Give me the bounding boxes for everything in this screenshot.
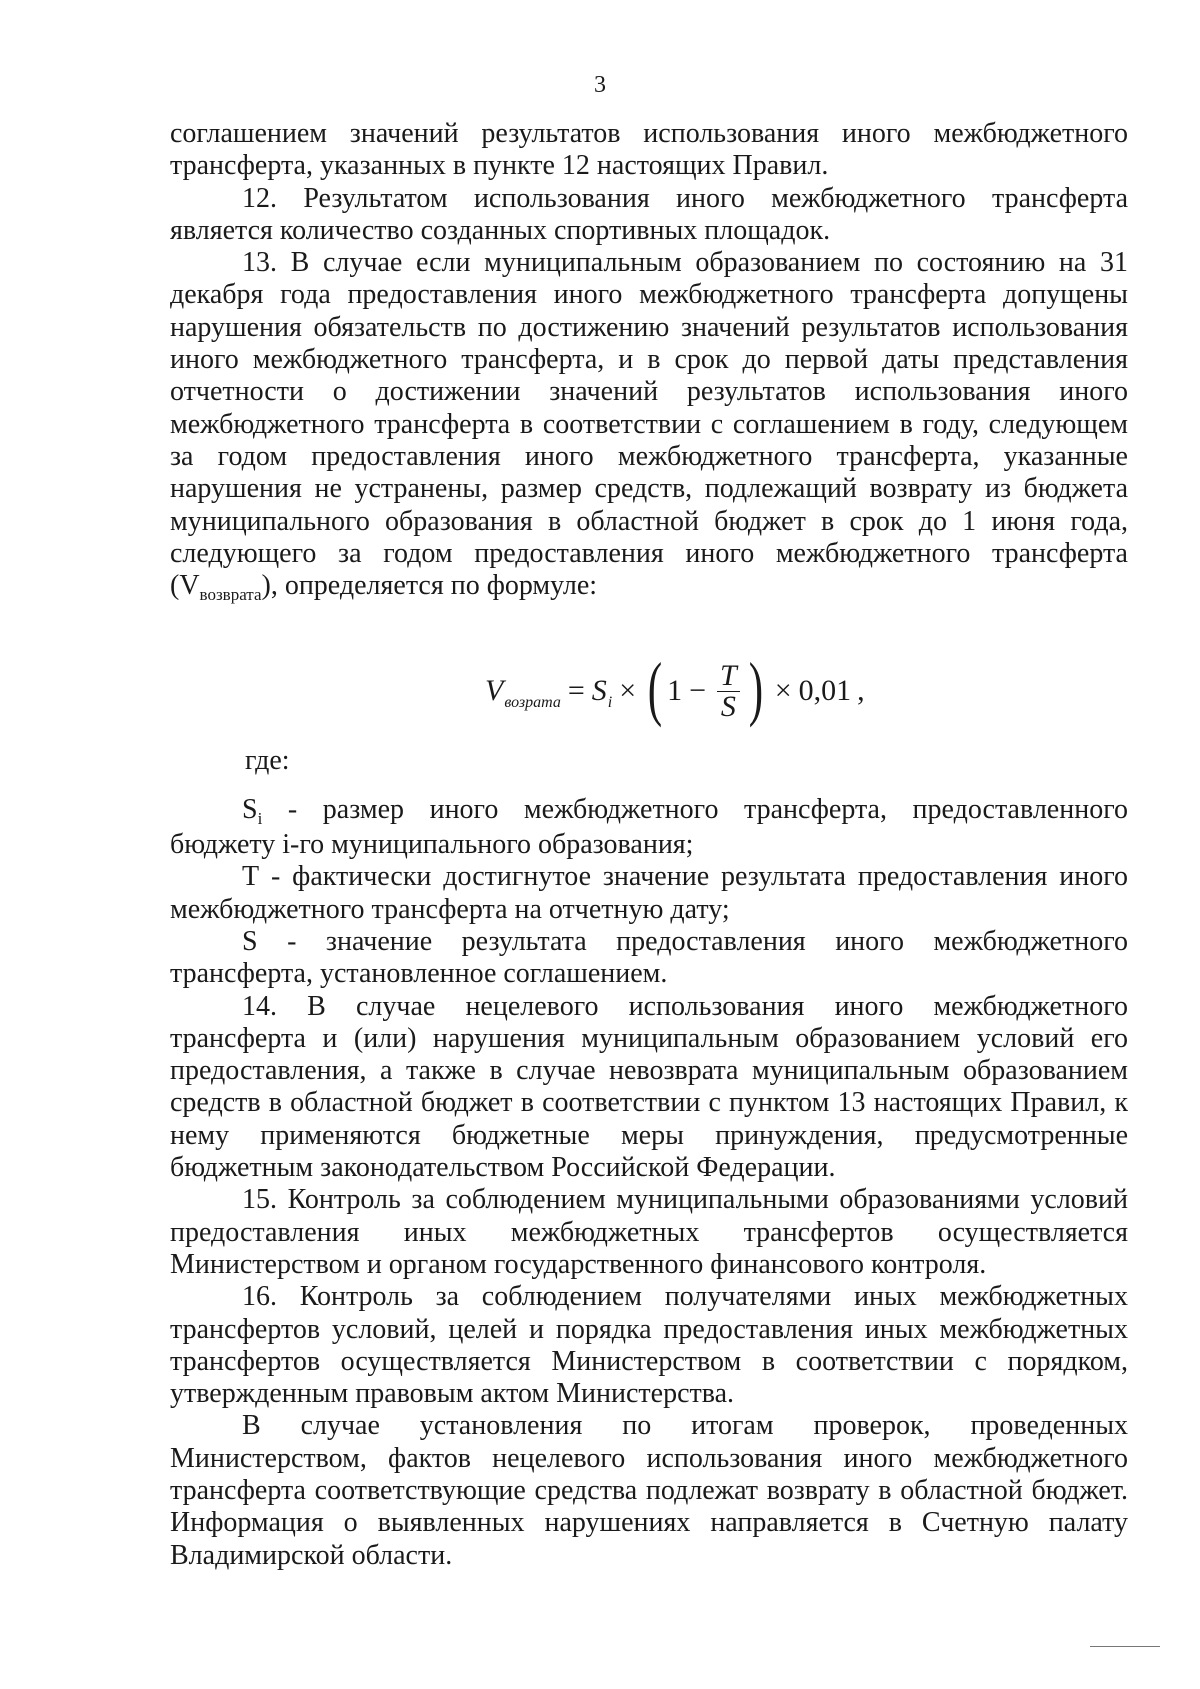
document-body <box>170 118 1128 1572</box>
formula-one: 1 <box>667 674 683 708</box>
formula-denominator: S <box>720 689 736 723</box>
formula-times-1: × <box>619 674 637 708</box>
formula-block <box>170 605 1128 745</box>
formula-times-2: × <box>774 674 792 708</box>
definition-t: Т - фактически достигнутое значение результата предоставления иного межбюджетного трансферта на отчетную дату; <box>170 861 1128 925</box>
corner-mark <box>1090 1646 1160 1647</box>
paragraph-16: 16. Контроль за соблюдением получателями иных межбюджетных трансфертов условий, целей и порядка предоставления иных межбюджетных трансфертов осуществляется Министерством в соответствии с порядком, утвержденным правовым актом Министерства. <box>170 1281 1128 1410</box>
definition-si-symbol: S <box>242 793 258 825</box>
formula-v-subscript: возрата <box>504 694 561 712</box>
where-label: где: <box>245 745 290 777</box>
paragraph-13 <box>170 247 1128 605</box>
definition-si-subscript: i <box>257 808 263 828</box>
formula-equals: = <box>567 674 585 708</box>
definition-si-text: - размер иного межбюджетного трансферта, предоставленного бюджету i-го муниципального образования; <box>170 793 1128 861</box>
formula-coefficient: 0,01 <box>798 674 852 708</box>
v-return-symbol: (V <box>170 570 200 602</box>
return-formula <box>485 648 865 729</box>
formula-s: S <box>591 674 607 708</box>
formula-left-paren: ( <box>647 648 663 729</box>
paragraph-13-text: 13. В случае если муниципальным образованием по состоянию на 31 декабря года предоставления иного межбюджетного трансферта допущены нарушения обязательств по достижению значений результатов использования иного межбюджетного трансферта, и в срок до первой даты представления отчетности о достижении значений результатов использования иного межбюджетного трансферта в соответствии с соглашением в году, следующем за годом предоставления иного межбюджетного трансферта, указанные нарушения не устранены, размер средств, подлежащий возврату из бюджета муниципального образования в областной бюджет в срок до 1 июня года, следующего за годом предоставления иного межбюджетного трансферта <box>170 247 1128 569</box>
paragraph-13-end: ), определяется по формуле: <box>261 570 598 602</box>
paragraph-14: 14. В случае нецелевого использования иного межбюджетного трансферта и (или) нарушения муниципальным образованием условий его предоставления, а также в случае невозврата муниципальным образованием средств в областной бюджет в соответствии с пунктом 13 настоящих Правил, к нему применяются бюджетные меры принуждения, предусмотренные бюджетным законодательством Российской Федерации. <box>170 990 1128 1184</box>
formula-minus: − <box>689 674 707 708</box>
page-number: 3 <box>594 72 606 98</box>
formula-v: V <box>485 674 504 708</box>
paragraph-16-continued: В случае установления по итогам проверок, проведенных Министерством, фактов нецелевого использования иного межбюджетного трансферта соответствующие средства подлежат возврату в областной бюджет. Информация о выявленных нарушениях направляется в Счетную палату Владимирской области. <box>170 1410 1128 1571</box>
formula-comma: , <box>857 674 865 708</box>
formula-fraction <box>717 658 740 723</box>
formula-s-subscript: i <box>607 694 613 712</box>
paragraph-12: 12. Результатом использования иного межбюджетного трансферта является количество созданных спортивных площадок. <box>170 182 1128 246</box>
v-return-subscript: возврата <box>199 585 262 605</box>
definition-si <box>170 794 1128 862</box>
paragraph-15: 15. Контроль за соблюдением муниципальными образованиями условий предоставления иных межбюджетных трансфертов осуществляется Министерством и органом государственного финансового контроля. <box>170 1184 1128 1280</box>
definition-s: S - значение результата предоставления иного межбюджетного трансферта, установленное соглашением. <box>170 925 1128 990</box>
formula-right-paren: ) <box>748 648 763 729</box>
paragraph-continuation: соглашением значений результатов использования иного межбюджетного трансферта, указанных в пункте 12 настоящих Правил. <box>170 118 1128 182</box>
formula-numerator: T <box>717 661 740 692</box>
